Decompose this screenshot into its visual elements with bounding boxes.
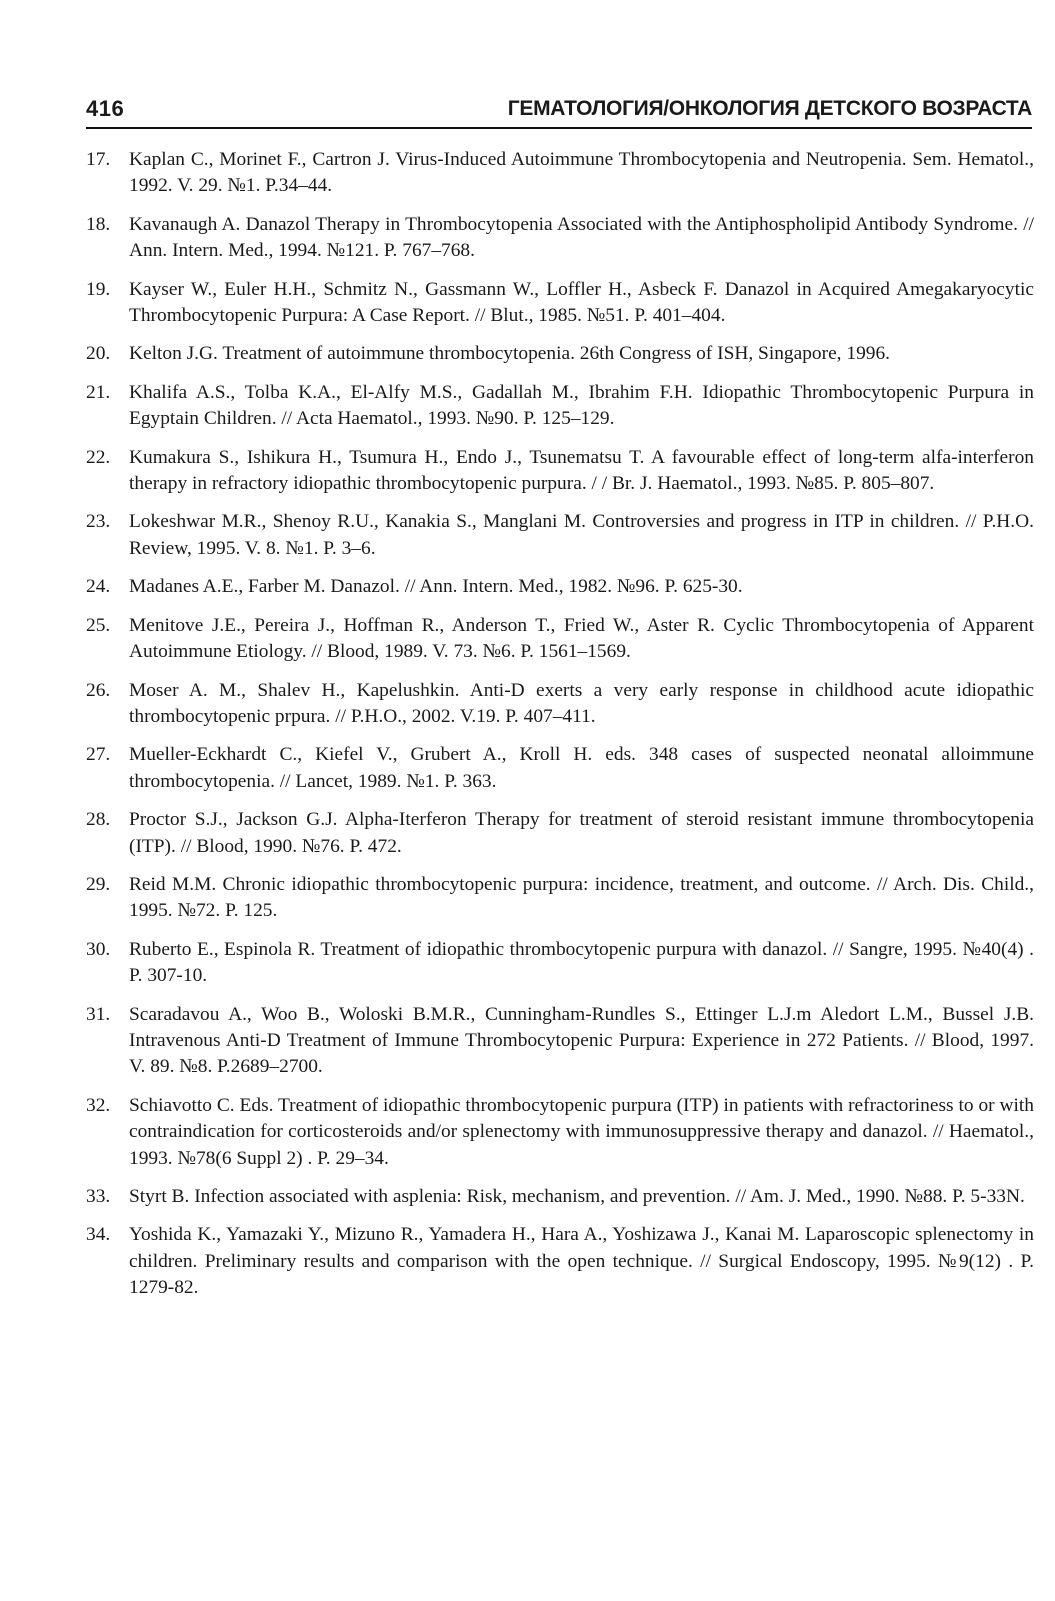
reference-text: Scaradavou A., Woo B., Woloski B.M.R., Cunningham-Rundles S., Ettinger L.J.m Aledort L.M., Bussel J.B. Intravenous Anti-D Treatment of Immune Thrombocytopenic Purpura: Experience in 272 Patients. // Blood, 1997. V. 89. №8. P.2689–2700. — [129, 1003, 1034, 1078]
reference-item — [86, 872, 1034, 925]
reference-text: Yoshida K., Yamazaki Y., Mizuno R., Yamadera H., Hara A., Yoshizawa J., Kanai M. Laparoscopic splenectomy in children. Preliminary results and comparison with the open technique. // Surgical Endoscopy, 1995. №9(12) . P. 1279-82. — [129, 1224, 1034, 1299]
reference-item — [86, 277, 1034, 330]
reference-number: 18. — [86, 213, 111, 235]
reference-item — [86, 937, 1034, 990]
reference-text: Kelton J.G. Treatment of autoimmune thrombocytopenia. 26th Congress of ISH, Singapore, 1996. — [129, 343, 890, 365]
reference-text: Kumakura S., Ishikura H., Tsumura H., Endo J., Tsunematsu T. A favourable effect of long-term alfa-interferon therapy in refractory idiopathic thrombocytopenic purpura. / / Br. J. Haematol., 1993. №85. P. 805–807. — [129, 446, 1034, 495]
header-rule — [86, 127, 1032, 129]
reference-number: 27. — [86, 744, 111, 766]
reference-number: 19. — [86, 278, 111, 300]
reference-number: 34. — [86, 1224, 111, 1246]
reference-item — [86, 678, 1034, 731]
reference-item — [86, 1184, 1034, 1210]
reference-text: Lokeshwar M.R., Shenoy R.U., Kanakia S., Manglani M. Controversies and progress in ITP in children. // P.H.O. Review, 1995. V. 8. №1. P. 3–6. — [129, 511, 1034, 559]
reference-text: Kayser W., Euler H.H., Schmitz N., Gassmann W., Loffler H., Asbeck F. Danazol in Acquired Amegakaryocytic Thrombocytopenic Purpura: A Case Report. // Blut., 1985. №51. P. 401–404. — [129, 278, 1034, 327]
reference-item — [86, 613, 1034, 666]
page-number: 416 — [86, 96, 125, 121]
reference-text: Schiavotto C. Eds. Treatment of idiopathic thrombocytopenic purpura (ITP) in patients with refractoriness to or with contraindication for corticosteroids and/or splenectomy with immunosuppressive therapy and danazol. // Haematol., 1993. №78(6 Suppl 2) . P. 29–34. — [129, 1094, 1034, 1169]
reference-item — [86, 445, 1034, 498]
reference-item — [86, 341, 1034, 367]
reference-text: Mueller-Eckhardt C., Kiefel V., Grubert A., Kroll H. eds. 348 cases of suspected neonatal alloimmune thrombocytopenia. // Lancet, 1989. №1. P. 363. — [129, 744, 1034, 792]
reference-number: 17. — [86, 149, 111, 170]
reference-number: 30. — [86, 938, 111, 960]
reference-item — [86, 1093, 1034, 1172]
reference-number: 33. — [86, 1186, 111, 1207]
reference-text: Kaplan C., Morinet F., Cartron J. Virus-Induced Autoimmune Thrombocytopenia and Neutropenia. Sem. Hematol., 1992. V. 29. №1. P.34–44. — [129, 149, 1034, 197]
reference-number: 31. — [86, 1003, 111, 1025]
reference-item — [86, 1222, 1034, 1301]
reference-number: 25. — [86, 614, 111, 636]
reference-item — [86, 147, 1034, 200]
reference-number: 32. — [86, 1094, 111, 1116]
reference-item — [86, 212, 1034, 265]
reference-number: 22. — [86, 446, 111, 468]
reference-item — [86, 807, 1034, 860]
reference-list — [86, 147, 1034, 1314]
reference-text: Kavanaugh A. Danazol Therapy in Thrombocytopenia Associated with the Antiphospholipid Antibody Syndrome. // Ann. Intern. Med., 1994. №121. P. 767–768. — [129, 213, 1034, 262]
reference-text: Khalifa A.S., Tolba K.A., El-Alfy M.S., Gadallah M., Ibrahim F.H. Idiopathic Thrombocytopenic Purpura in Egyptain Children. // Acta Haematol., 1993. №90. P. 125–129. — [129, 381, 1034, 430]
reference-text: Madanes A.E., Farber M. Danazol. // Ann. Intern. Med., 1982. №96. P. 625-30. — [129, 576, 743, 598]
reference-item — [86, 509, 1034, 562]
reference-text: Menitove J.E., Pereira J., Hoffman R., Anderson T., Fried W., Aster R. Cyclic Thrombocytopenia of Apparent Autoimmune Etiology. // Blood, 1989. V. 73. №6. P. 1561–1569. — [129, 614, 1034, 663]
reference-number: 20. — [86, 343, 111, 365]
reference-text: Moser A. M., Shalev H., Kapelushkin. Anti-D exerts a very early response in childhood acute idiopathic thrombocytopenic prpura. // P.H.O., 2002. V.19. P. 407–411. — [129, 679, 1034, 727]
reference-text: Proctor S.J., Jackson G.J. Alpha-Iterferon Therapy for treatment of steroid resistant immune thrombocytopenia (ITP). // Blood, 1990. №76. P. 472. — [129, 809, 1034, 857]
reference-text: Ruberto E., Espinola R. Treatment of idiopathic thrombocytopenic purpura with danazol. // Sangre, 1995. №40(4) . P. 307-10. — [129, 938, 1034, 987]
reference-number: 29. — [86, 873, 111, 895]
reference-number: 28. — [86, 809, 111, 831]
reference-text: Styrt B. Infection associated with asplenia: Risk, mechanism, and prevention. // Am. J. Med., 1990. №88. P. 5-33N. — [129, 1186, 1025, 1207]
running-title: ГЕМАТОЛОГИЯ/ОНКОЛОГИЯ ДЕТСКОГО ВОЗРАСТА — [507, 97, 1032, 120]
reference-number: 24. — [86, 576, 111, 598]
page-header — [86, 96, 1032, 130]
reference-text: Reid M.M. Chronic idiopathic thrombocytopenic purpura: incidence, treatment, and outcome. // Arch. Dis. Child., 1995. №72. P. 125. — [129, 873, 1034, 922]
reference-item — [86, 1002, 1034, 1081]
reference-number: 26. — [86, 679, 111, 701]
reference-item — [86, 742, 1034, 795]
reference-number: 23. — [86, 511, 111, 533]
reference-item — [86, 574, 1034, 600]
reference-item — [86, 380, 1034, 433]
reference-number: 21. — [86, 381, 111, 403]
